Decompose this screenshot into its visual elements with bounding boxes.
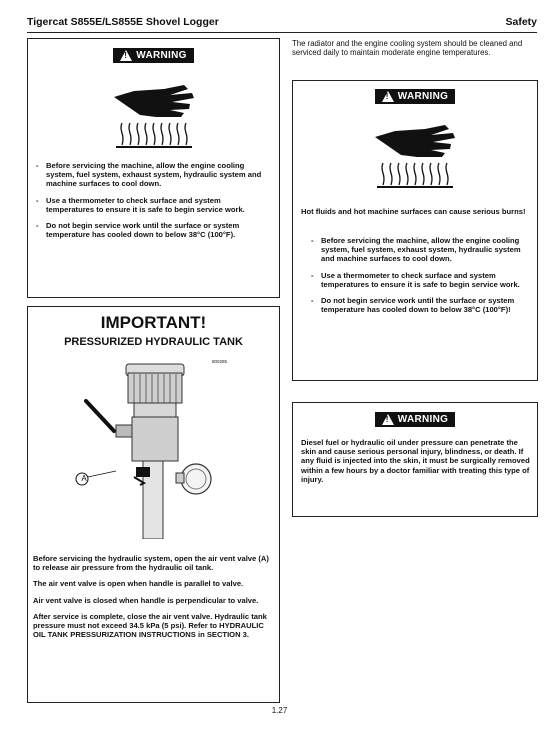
- list-item: - Do not begin service work until the surface or system temperature has cooled down to below 38°C (100°F)!: [309, 296, 531, 314]
- right-warning-2-text: Diesel fuel or hydraulic oil under pressure can penetrate the skin and cause serious personal injury, blindness, or death. If any fluid is injected into the skin, it must be surgically removed within a few hours by a doctor familiar with treating this type of injury.: [301, 438, 530, 484]
- list-item: - Do not begin service work until the surface or system temperature has cooled down to below 38°C (100°F).: [34, 221, 270, 239]
- important-paragraph: After service is complete, close the air vent valve. Hydraulic tank pressure must not exceed 34.5 kPa (5 psi). Refer to HYDRAULIC OIL TANK PRESSURIZATION INSTRUCTIONS in SECTION 3.: [33, 611, 267, 640]
- right-warning-list: [309, 236, 531, 321]
- important-title: IMPORTANT!: [100, 313, 207, 332]
- important-text: [33, 554, 276, 646]
- right-intro-text: The radiator and the engine cooling system should be cleaned and serviced daily to maintain moderate engine temperatures.: [292, 39, 523, 58]
- list-item: - Use a thermometer to check surface and system temperatures to ensure it is safe to begin service work.: [34, 196, 270, 214]
- warning-badge: ! WARNING: [375, 412, 455, 427]
- right-warning-box-1: [292, 80, 538, 381]
- warning-badge: ! WARNING: [375, 89, 455, 104]
- important-subtitle: PRESSURIZED HYDRAULIC TANK: [64, 336, 243, 348]
- page-number: 1.27: [271, 706, 288, 715]
- hydraulic-tank-vent-valve-illustration: [68, 359, 248, 539]
- callout-label-a: A: [81, 474, 87, 483]
- hot-surface-hand-icon: [104, 77, 204, 152]
- figure-id: 800285: [212, 359, 228, 364]
- right-warning-lead: Hot fluids and hot machine surfaces can cause serious burns!: [301, 207, 526, 216]
- list-item: - Before servicing the machine, allow the engine cooling system, fuel system, exhaust system, hydraulic system and machine surfaces to cool down.: [34, 161, 270, 189]
- important-paragraph: The air vent valve is open when handle is parallel to valve.: [33, 579, 244, 589]
- header-rule: [27, 32, 537, 33]
- list-item: - Before servicing the machine, allow the engine cooling system, fuel system, exhaust system, hydraulic system and machine surfaces to cool down.: [309, 236, 531, 264]
- important-paragraph: Air vent valve is closed when handle is perpendicular to valve.: [33, 595, 259, 605]
- right-warning-box-2: [292, 402, 538, 517]
- left-warning-box: [27, 38, 280, 298]
- warning-triangle-icon: [382, 414, 394, 425]
- warning-badge: ! WARNING: [113, 48, 193, 63]
- warning-triangle-icon: [382, 91, 394, 102]
- header-section: Safety: [505, 16, 537, 28]
- important-paragraph: Before servicing the hydraulic system, open the air vent valve (A) to release air pressure from the hydraulic oil tank.: [33, 554, 269, 573]
- left-warning-list: [34, 161, 270, 246]
- list-item: - Use a thermometer to check surface and system temperatures to ensure it is safe to begin service work.: [309, 271, 531, 289]
- header-title: Tigercat S855E/LS855E Shovel Logger: [27, 16, 219, 28]
- hot-surface-hand-icon: [365, 117, 465, 192]
- warning-triangle-icon: [120, 50, 132, 61]
- important-box: [27, 306, 280, 703]
